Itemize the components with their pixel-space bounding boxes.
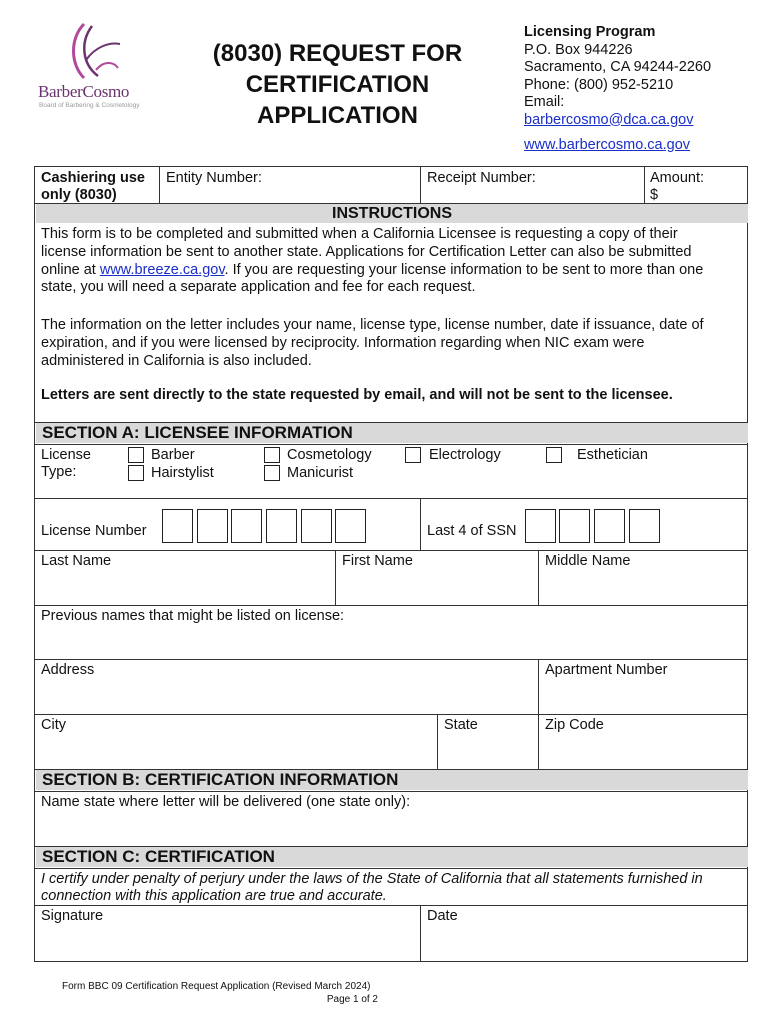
ssn-digit-box[interactable]: [559, 509, 590, 543]
hairstylist-option-label: Hairstylist: [151, 465, 214, 481]
esthetician-checkbox[interactable]: [546, 447, 562, 463]
previous-names-field[interactable]: Previous names that might be listed on license:: [41, 608, 345, 624]
manicurist-option-label: Manicurist: [287, 465, 354, 481]
barber-option-label: Barber: [151, 447, 195, 463]
entity-number-field[interactable]: Entity Number:: [166, 170, 262, 186]
section-b-heading: SECTION B: CERTIFICATION INFORMATION: [36, 770, 748, 790]
page-number: Page 1 of 2: [326, 994, 378, 1005]
license-type-label: License Type:: [41, 447, 91, 480]
hairstylist-checkbox[interactable]: [128, 465, 144, 481]
program-name: Licensing Program: [524, 24, 656, 40]
amount-field[interactable]: Amount: $: [650, 170, 704, 203]
electrology-option-label: Electrology: [429, 447, 501, 463]
logo-subtitle: Board of Barbering & Cosmetology: [39, 102, 140, 109]
phone: Phone: (800) 952-5210: [524, 76, 674, 93]
logo-wordmark: BarberCosmo: [38, 82, 130, 101]
ssn-digit-box[interactable]: [594, 509, 625, 543]
license-number-digit-box[interactable]: [301, 509, 332, 543]
manicurist-checkbox[interactable]: [264, 465, 280, 481]
instructions-paragraph-2: The information on the letter includes your name, license type, license number, date if issuance, date of expiration, and if you were licensed by reciprocity. Information regarding when NIC exam were administered in California is also included.: [41, 317, 704, 369]
electrology-checkbox[interactable]: [405, 447, 421, 463]
page-title: (8030) REQUEST FOR CERTIFICATION APPLICATION: [212, 40, 463, 129]
page-footer: [62, 980, 378, 1006]
signature-field[interactable]: Signature: [41, 908, 104, 924]
license-number-digit-box[interactable]: [335, 509, 366, 543]
license-number-digit-box[interactable]: [266, 509, 297, 543]
cashiering-label: Cashiering use only (8030): [41, 170, 145, 203]
city-line: Sacramento, CA 94244-2260: [524, 59, 712, 75]
zip-code-field[interactable]: Zip Code: [545, 717, 604, 733]
section-c-heading: SECTION C: CERTIFICATION: [36, 847, 748, 867]
first-name-field[interactable]: First Name: [342, 553, 413, 569]
contact-block: [524, 24, 711, 129]
license-number-digit-box[interactable]: [231, 509, 262, 543]
form-id: Form BBC 09 Certification Request Application (Revised March 2024): [62, 981, 371, 992]
receipt-number-field[interactable]: Receipt Number:: [427, 170, 536, 186]
breeze-link[interactable]: www.breeze.ca.gov: [99, 261, 225, 278]
po-box: P.O. Box 944226: [524, 41, 633, 58]
section-a-heading: SECTION A: LICENSEE INFORMATION: [36, 423, 748, 443]
instructions-paragraph-3: Letters are sent directly to the state requested by email, and will not be sent to the licensee.: [41, 387, 673, 403]
apartment-number-field[interactable]: Apartment Number: [545, 662, 668, 678]
middle-name-field[interactable]: Middle Name: [545, 553, 631, 569]
ssn-digit-box[interactable]: [525, 509, 556, 543]
last-name-field[interactable]: Last Name: [41, 553, 112, 569]
logo-swirl-icon: [62, 20, 124, 82]
board-logo: [36, 20, 140, 110]
form-frame: [34, 166, 748, 962]
city-field[interactable]: City: [41, 717, 66, 733]
barber-checkbox[interactable]: [128, 447, 144, 463]
cosmetology-option-label: Cosmetology: [287, 447, 372, 463]
instructions-heading: INSTRUCTIONS: [36, 204, 748, 223]
ssn-digit-box[interactable]: [629, 509, 660, 543]
state-field[interactable]: State: [444, 717, 478, 733]
date-field[interactable]: Date: [427, 908, 458, 924]
delivery-state-field[interactable]: Name state where letter will be delivered (one state only):: [41, 794, 411, 810]
email-label: Email:: [524, 94, 565, 110]
ssn-last4-label: Last 4 of SSN: [427, 523, 517, 539]
esthetician-option-label: Esthetician: [577, 447, 648, 463]
license-number-digit-box[interactable]: [197, 509, 228, 543]
license-number-label: License Number: [41, 523, 147, 539]
license-number-digit-box[interactable]: [162, 509, 193, 543]
instructions-paragraph-1: This form is to be completed and submitted when a California Licensee is requesting a copy of their license information be sent to another state. Applications for Certification Letter can also be submitted online at www.breeze.ca.gov. If you are requesting your license information to be sent to more than one state, you will need a separate application and fee for each request.: [41, 226, 704, 296]
website-link[interactable]: www.barbercosmo.ca.gov: [524, 137, 691, 153]
certification-statement: I certify under penalty of perjury under the laws of the State of California that all statements furnished in connection with this application are true and accurate.: [41, 871, 703, 904]
email-link[interactable]: barbercosmo@dca.ca.gov: [524, 111, 694, 128]
cosmetology-checkbox[interactable]: [264, 447, 280, 463]
address-field[interactable]: Address: [41, 662, 95, 678]
